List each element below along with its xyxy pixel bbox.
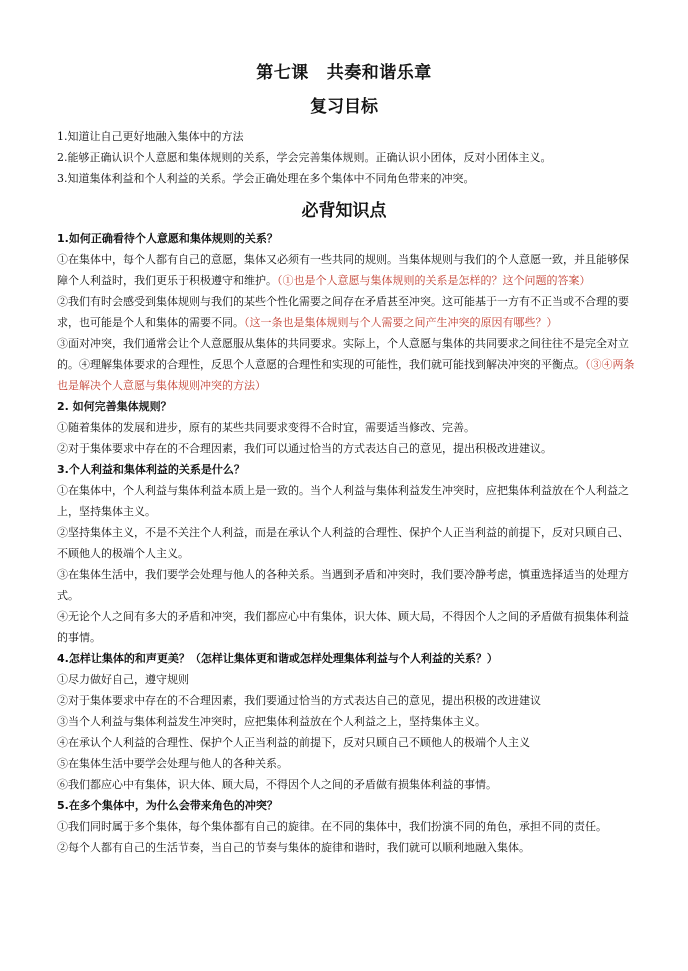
heading-key-knowledge: 必背知识点: [301, 201, 387, 221]
q1-point-1-text: ①在集体中，每个人都有自己的意愿，集体又必须有一些共同的规则。当集体规则与我们的个人意愿一致，并且能够保障个人利益时，我们更乐于积极遵守和维护。: [57, 253, 629, 287]
q1-point-1-note: （①也是个人意愿与集体规则的关系是怎样的？这个问题的答案）: [277, 274, 591, 287]
goals-list: [57, 126, 637, 189]
q5-point: ②每个人都有自己的生活节奏，当自己的节奏与集体的旋律和谐时，我们就可以顺利地融入集体。: [57, 841, 530, 854]
q1-point-3: [57, 333, 637, 396]
lesson-title: [0, 58, 688, 83]
q1-point-1: [57, 249, 637, 291]
q2-point: ①随着集体的发展和进步，原有的某些共同要求变得不合时宜，需要适当修改、完善。: [57, 421, 475, 434]
q1-point-2-text: ②我们有时会感受到集体规则与我们的某些个性化需要之间存在矛盾甚至冲突。这可能基于一方有不正当或不合理的要求，也可能是个人和集体的需要不同。: [57, 295, 629, 329]
q3-point: ②坚持集体主义，不是不关注个人利益，而是在承认个人利益的合理性、保护个人正当利益的前提下，反对只顾自己、不顾他人的极端个人主义。: [57, 526, 629, 560]
q4-point: ①尽力做好自己，遵守规则: [57, 673, 189, 686]
q4-point: ②对于集体要求中存在的不合理因素，我们要通过恰当的方式表达自己的意见，提出积极的改进建议: [57, 694, 541, 707]
q4-point: ⑤在集体生活中要学会处理与他人的各种关系。: [57, 757, 288, 770]
q4-point: ⑥我们都应心中有集体，识大体、顾大局，不得因个人之间的矛盾做有损集体利益的事情。: [57, 778, 497, 791]
q1-point-2: [57, 291, 637, 333]
q4-point: ③当个人利益与集体利益发生冲突时，应把集体利益放在个人利益之上，坚持集体主义。: [57, 715, 486, 728]
q3-point: ①在集体中，个人利益与集体利益本质上是一致的。当个人利益与集体利益发生冲突时，应把集体利益放在个人利益之上，坚持集体主义。: [57, 484, 629, 518]
q1-point-3-note: （③④两条也是解决个人意愿与集体规则冲突的方法）: [57, 358, 635, 392]
goal-item: 3.知道集体利益和个人利益的关系。学会正确处理在多个集体中不同角色带来的冲突。: [57, 172, 475, 185]
question-5-title: 5.在多个集体中，为什么会带来角色的冲突？: [57, 799, 278, 812]
lesson-name: 共奏和谐乐章: [326, 63, 432, 83]
question-1-title: 1.如何正确看待个人意愿和集体规则的关系？: [57, 232, 278, 245]
goal-item: 2.能够正确认识个人意愿和集体规则的关系，学会完善集体规则。正确认识小团体，反对小团体主义。: [57, 151, 552, 164]
q3-point: ③在集体生活中，我们要学会处理与他人的各种关系。当遇到矛盾和冲突时，我们要冷静考虑，慎重选择适当的处理方式。: [57, 568, 629, 602]
question-2-title: 2. 如何完善集体规则？: [57, 400, 172, 413]
q1-point-3-text: ③面对冲突，我们通常会让个人意愿服从集体的共同要求。实际上，个人意愿与集体的共同要求之间往往不是完全对立的。④理解集体要求的合理性，反思个人意愿的合理性和实现的可能性，我们就可能找到解决冲突的平衡点。: [57, 337, 629, 371]
q1-point-2-note: （这一条也是集体规则与个人需要之间产生冲突的原因有哪些？）: [244, 316, 558, 329]
question-4-title: 4.怎样让集体的和声更美？（怎样让集体更和谐或怎样处理集体利益与个人利益的关系？）: [57, 652, 498, 665]
lesson-number: 第七课: [256, 63, 309, 83]
q3-point: ④无论个人之间有多大的矛盾和冲突，我们都应心中有集体，识大体、顾大局，不得因个人之间的矛盾做有损集体利益的事情。: [57, 610, 629, 644]
q5-point: ①我们同时属于多个集体，每个集体都有自己的旋律。在不同的集体中，我们扮演不同的角色，承担不同的责任。: [57, 820, 607, 833]
knowledge-content: [57, 228, 637, 858]
q2-point: ②对于集体要求中存在的不合理因素，我们可以通过恰当的方式表达自己的意见，提出积极改进建议。: [57, 442, 552, 455]
goal-item: 1.知道让自己更好地融入集体中的方法: [57, 130, 244, 143]
q4-point: ④在承认个人利益的合理性、保护个人正当利益的前提下，反对只顾自己不顾他人的极端个人主义: [57, 736, 530, 749]
heading-review-goals: 复习目标: [310, 97, 378, 117]
question-3-title: 3.个人利益和集体利益的关系是什么？: [57, 463, 245, 476]
